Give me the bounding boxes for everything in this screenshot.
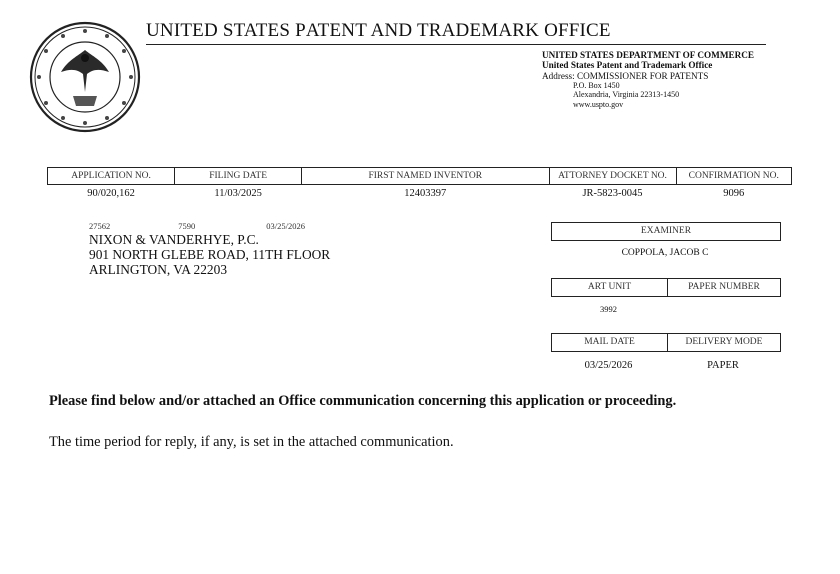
col-confirmation-no: CONFIRMATION NO. bbox=[676, 168, 791, 185]
correspondent-street: 901 NORTH GLEBE ROAD, 11TH FLOOR bbox=[89, 247, 331, 262]
header-rule bbox=[146, 44, 766, 45]
correspondence-code: 7590 bbox=[178, 221, 196, 231]
uspto-seal-icon bbox=[28, 20, 142, 134]
filing-date-value: 11/03/2025 bbox=[214, 188, 262, 199]
art-unit-label: ART UNIT bbox=[551, 278, 668, 297]
mail-date-label: MAIL DATE bbox=[551, 333, 668, 352]
delivery-mode-label: DELIVERY MODE bbox=[667, 333, 781, 352]
correspondence-address bbox=[89, 221, 330, 277]
dept-line-5: Alexandria, Virginia 22313-1450 bbox=[573, 90, 680, 100]
dept-line-1: UNITED STATES DEPARTMENT OF COMMERCE bbox=[542, 50, 755, 60]
office-title: UNITED STATES PATENT AND TRADEMARK OFFICE bbox=[146, 20, 611, 41]
col-first-named-inventor: FIRST NAMED INVENTOR bbox=[302, 168, 549, 185]
dept-line-6: www.uspto.gov bbox=[573, 99, 624, 109]
department-address-block bbox=[542, 50, 754, 109]
correspondent-name: NIXON & VANDERHYE, P.C. bbox=[89, 232, 259, 247]
mail-date-value: 03/25/2026 bbox=[584, 360, 633, 371]
confirmation-no-value: 9096 bbox=[723, 188, 745, 199]
customer-number: 27562 bbox=[89, 221, 111, 231]
delivery-mode-value: PAPER bbox=[707, 360, 739, 371]
office-communication-notice: Please find below and/or attached an Office communication concerning this application or proceeding. bbox=[49, 393, 677, 409]
col-filing-date: FILING DATE bbox=[175, 168, 302, 185]
dept-line-3: Address: COMMISSIONER FOR PATENTS bbox=[542, 70, 709, 81]
attorney-docket-value: JR-5823-0045 bbox=[582, 188, 643, 199]
application-info-table bbox=[47, 167, 792, 202]
art-unit-value: 3992 bbox=[600, 304, 617, 314]
application-no-value: 90/020,162 bbox=[87, 188, 135, 199]
reply-period-text: The time period for reply, if any, is set in the attached communication. bbox=[49, 434, 454, 450]
examiner-name: COPPOLA, JACOB C bbox=[621, 248, 709, 258]
paper-number-label: PAPER NUMBER bbox=[667, 278, 781, 297]
dept-line-2: United States Patent and Trademark Office bbox=[542, 60, 713, 71]
dept-line-4: P.O. Box 1450 bbox=[573, 81, 620, 91]
col-attorney-docket-no: ATTORNEY DOCKET NO. bbox=[549, 168, 676, 185]
correspondence-date: 03/25/2026 bbox=[266, 221, 305, 231]
first-named-inventor-value: 12403397 bbox=[404, 188, 447, 199]
correspondent-city: ARLINGTON, VA 22203 bbox=[89, 262, 228, 277]
correspondence-codes bbox=[89, 221, 330, 232]
examiner-label: EXAMINER bbox=[551, 222, 781, 241]
col-application-no: APPLICATION NO. bbox=[48, 168, 175, 185]
